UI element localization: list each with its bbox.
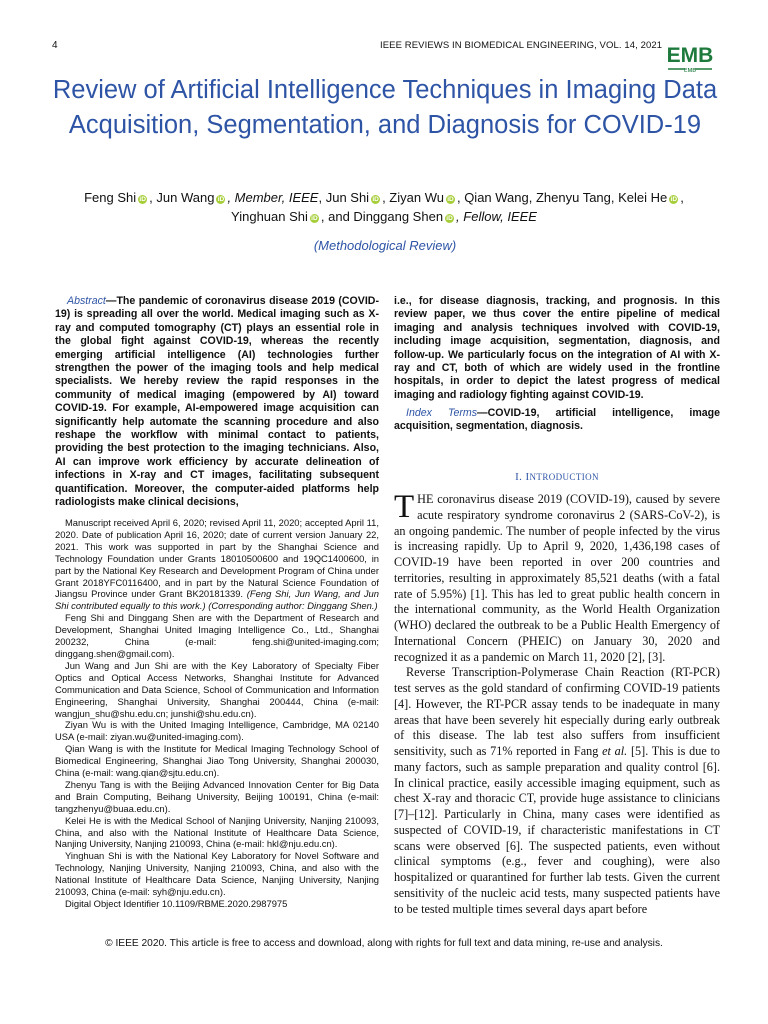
author-name: , Jun Wang (149, 190, 215, 205)
journal-header: IEEE REVIEWS IN BIOMEDICAL ENGINEERING, VOL. 14, 2021 (380, 40, 663, 51)
orcid-icon[interactable]: iD (217, 196, 225, 203)
author-name: Yinghuan Shi (231, 209, 308, 224)
section-heading-initial: I (525, 471, 530, 483)
orcid-icon[interactable]: iD (372, 196, 379, 203)
body-text-italic: et al. (602, 744, 628, 758)
introduction-body (394, 489, 720, 917)
body-text: HE coronavirus disease 2019 (COVID-19), caused by severe acute respiratory syndrome coronavirus 2 (SARS-CoV-2), is an ongoing pandemic. The number of people infected by the virus is increasing rapidly. Up to April 9, 2020, 1,436,198 cases of COVID-19 have been reported in over 200 countries and territories, resulting in approximately 85,521 deaths (with a fatal rate of 5.95%) [1]. This has led to great public health concern in the international community, as the World Health Organization (WHO) declared the outbreak to be a Public Health Emergency of International Concern (PHEIC) on January 30, 2020 and recognized it as a pandemic on March 11, 2020 [2], [3]. (394, 492, 720, 664)
footnotes (55, 517, 379, 910)
emb-logo-subtext: ᴇᴍʙ (684, 67, 696, 74)
section-heading-rest: NTRODUCTION (529, 472, 599, 482)
author-list (48, 188, 720, 226)
footnote-paragraph (55, 517, 379, 612)
section-heading-introduction (394, 471, 720, 483)
doi-text[interactable]: Digital Object Identifier 10.1109/RBME.2020.2987975 (65, 898, 288, 909)
footnote-text: Manuscript received April 6, 2020; revised April 11, 2020; accepted April 11, 2020. Date of publication April 16, 2020; date of current version January 22, 2021. This work was supported in part by the Shanghai Science and Technology Foundation under Grants 18010500600 and 19QC1400600, in part by the National Key Research and Development Program of China under Grant 2018YFC0116400, and in part by the Natural Science Foundation of Jiangsu Province under Grant BK20181339. (55, 517, 379, 600)
author-name: , and Dinggang Shen (320, 209, 444, 224)
page-number: 4 (52, 40, 58, 51)
body-text: Reverse Transcription-Polymerase Chain Reaction (RT-PCR) test serves as the gold standard of confirming COVID-19 patients [4]. However, the RT-PCR assay tends to be inadequate in many areas that have been severely hit especially during early outbreak of this disease. The lab test also suffers from insufficient sensitivity, such as 71% reported in Fang (394, 665, 720, 758)
author-separator: , (680, 190, 684, 205)
drop-cap: T (394, 489, 415, 525)
index-terms-text: —COVID-19, artificial intelligence, image acquisition, segmentation, diagnosis. (394, 407, 720, 433)
footnote-paragraph: Feng Shi and Dinggang Shen are with the Department of Research and Development, Shanghai United Imaging Intelligence Co., Ltd., Shanghai 200232, China (e-mail: feng.shi@united-imaging.com; dinggang.shen@gmail.com). (55, 612, 379, 659)
orcid-icon[interactable]: iD (446, 215, 453, 222)
author-name: , Jun Shi (318, 190, 370, 205)
author-affiliation-grade: , Fellow, IEEE (456, 209, 537, 224)
abstract-dash: — (105, 295, 117, 307)
orcid-icon[interactable]: iD (311, 215, 318, 222)
index-terms (394, 407, 720, 434)
index-terms-label: Index Terms (406, 407, 477, 419)
body-paragraph (394, 665, 720, 917)
footnote-paragraph: Ziyan Wu is with the United Imaging Intelligence, Cambridge, MA 02140 USA (e-mail: ziyan.wu@united-imaging.com). (55, 719, 379, 743)
footnote-paragraph: Zhenyu Tang is with the Beijing Advanced Innovation Center for Big Data and Brain Computing, Beihang University, Beijing 100191, China (e-mail: tangzhenyu@buaa.edu.cn). (55, 778, 379, 814)
orcid-icon[interactable]: iD (139, 196, 146, 203)
paper-title: Review of Artificial Intelligence Techniques in Imaging Data Acquisition, Segmentation, and Diagnosis for COVID-19 (52, 76, 718, 139)
emb-logo-text: EMB (666, 44, 714, 67)
footnote-paragraph: Qian Wang is with the Institute for Medical Imaging Technology School of Biomedical Engineering, Shanghai Jiao Tong University, Shanghai 200030, China (e-mail: wang.qian@sjtu.edu.cn). (55, 743, 379, 779)
abstract-text: i.e., for disease diagnosis, tracking, and prognosis. In this review paper, we thus cover the entire pipeline of medical imaging and analysis techniques involved with COVID-19, including image acquisition, segmentation, diagnosis, and follow-up. We particularly focus on the integration of AI with X-ray and CT, both of which are widely used in the frontline hospitals, in order to depict the latest progress of medical imaging and radiology fighting against COVID-19. (394, 295, 720, 401)
abstract-left-column (55, 295, 379, 510)
abstract-right-column (394, 295, 720, 402)
footnote-paragraph: Yinghuan Shi is with the National Key Laboratory for Novel Software and Technology, Nanjing University, Nanjing 210093, China, and also with the National Institute of Healthcare Data Science, Nanjing University, Nanjing 210093, China (e-mail: syh@nju.edu.cn). (55, 850, 379, 898)
review-type: (Methodological Review) (313, 238, 457, 253)
footnote-italic-text: (Feng Shi, Jun Wang, and Jun Shi contributed equally to this work.) (Corresponding author: Dinggang Shen.) (55, 588, 379, 612)
author-name: Feng Shi (84, 190, 137, 205)
body-paragraph (394, 489, 720, 665)
abstract-label: Abstract (67, 295, 106, 307)
author-name: , Qian Wang, Zhenyu Tang, Kelei He (456, 190, 668, 205)
section-numeral: I. (515, 471, 526, 483)
author-name: , Ziyan Wu (382, 190, 444, 205)
footnote-paragraph: Jun Wang and Jun Shi are with the Key Laboratory of Specialty Fiber Optics and Optical Access Networks, Shanghai Institute for Advanced Communication and Data Science, School of Communication and Information Engineering, Shanghai University, Shanghai 200444, China (e-mail: wangjun_shu@shu.edu.cn; junshi@shu.edu.cn). (55, 659, 379, 719)
orcid-icon[interactable]: iD (447, 196, 454, 203)
body-text: [5]. This is due to many factors, such as sample preparation and quality control [6]. In clinical practice, easily accessible imaging equipment, such as chest X-ray and thoracic CT, provide huge assistance to clinicians [7]–[12]. Particularly in China, many cases were identified as suspected of COVID-19, if characteristic manifestations in CT scans were observed [6]. The suspected patients, even without clinical symptoms (e.g., fever and coughing), were also hospitalized or quarantined for further lab tests. Given the current sensitivity of the nucleic acid tests, many suspected patients have to be tested multiple times several days apart before (394, 744, 720, 916)
copyright-notice: © IEEE 2020. This article is free to access and download, along with rights for full text and data mining, re-use and analysis. (105, 938, 663, 949)
footnote-paragraph: Kelei He is with the Medical School of Nanjing University, Nanjing 210093, China, and also with the National Institute of Healthcare Data Science, Nanjing University, Nanjing 210093, China (e-mail: hkl@nju.edu.cn). (55, 814, 379, 850)
orcid-icon[interactable]: iD (670, 196, 678, 203)
abstract-text: The pandemic of coronavirus disease 2019 (COVID-19) is spreading all over the world. Medical imaging such as X-ray and computed tomography (CT) plays an essential role in the global fight against COVID-19, whereas the recently emerging artificial intelligence (AI) technologies further strengthen the power of the imaging tools and help medical specialists. We hereby review the rapid responses in the community of medical imaging (empowered by AI) toward COVID-19. For example, AI-empowered image acquisition can significantly help automate the scanning procedure and also reshape the workflow with minimal contact to patients, providing the best protection to the imaging technicians. Also, AI can improve work efficiency by accurate delineation of infections in X-ray and CT images, facilitating subsequent quantification. Moreover, the computer-aided platforms help radiologists make clinical decisions, (55, 295, 379, 509)
author-affiliation-grade: , Member, IEEE (227, 190, 319, 205)
